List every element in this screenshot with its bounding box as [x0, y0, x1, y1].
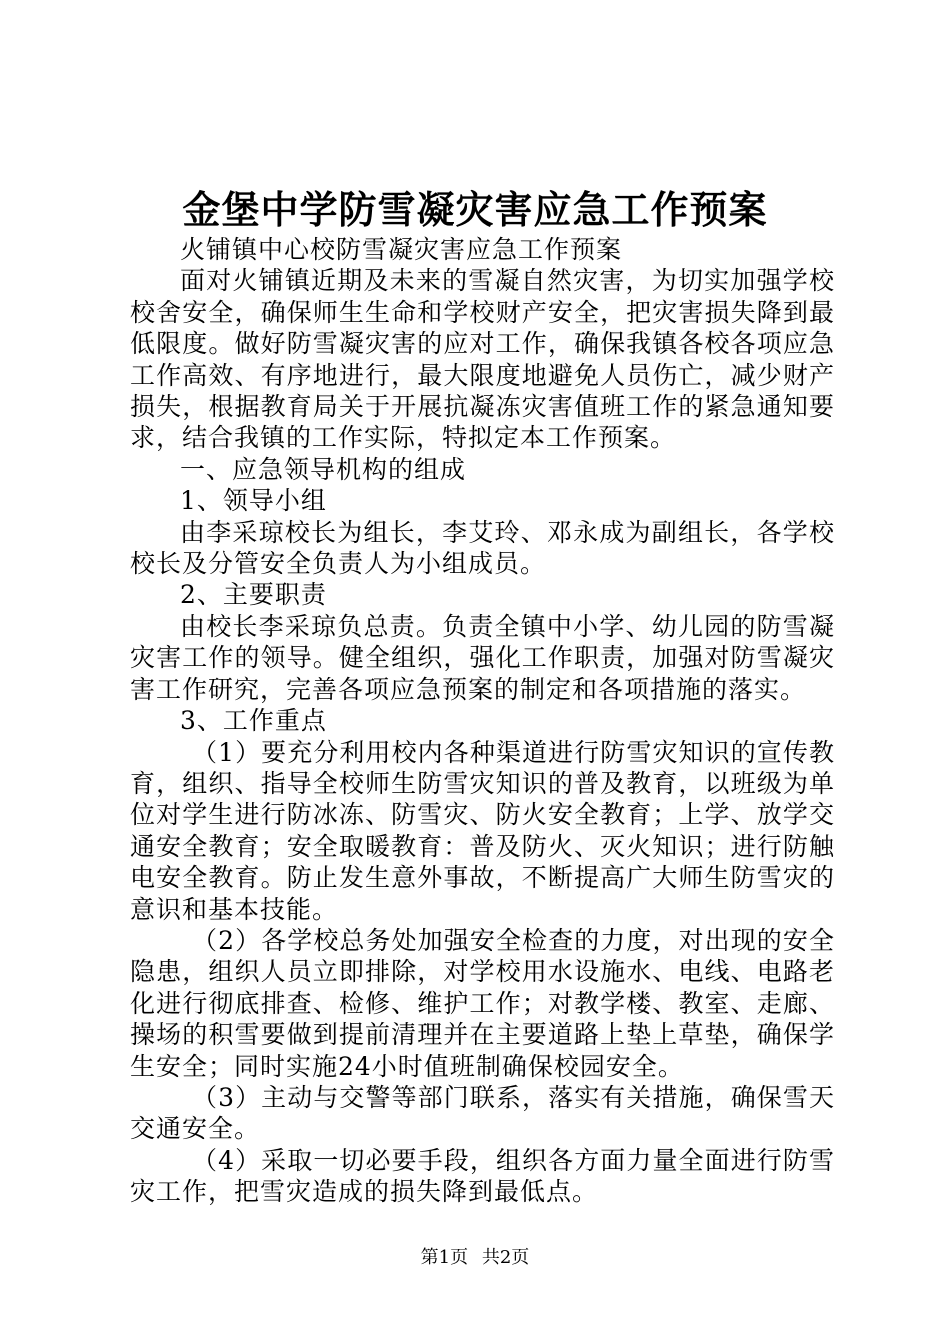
subtitle-paragraph: 火铺镇中心校防雪凝灾害应急工作预案	[180, 235, 623, 264]
document-title: 金堡中学防雪凝灾害应急工作预案	[182, 187, 768, 232]
document-body	[130, 234, 835, 1208]
leadership-paragraph: 由李采琼校长为组长，李艾玲、邓永成为副组长，各学校校长及分管安全负责人为小组成员。	[130, 517, 835, 579]
intro-paragraph: 面对火铺镇近期及未来的雪凝自然灾害，为切实加强学校校舍安全，确保师生生命和学校财产安全，把灾害损失降到最低限度。做好防雪凝灾害的应对工作，确保我镇各校各项应急工作高效、有序地进行，最大限度地避免人员伤亡，减少财产损失，根据教育局关于开展抗凝冻灾害值班工作的紧急通知要求，结合我镇的工作实际，特拟定本工作预案。	[130, 266, 835, 453]
focus-item-4: （4）采取一切必要手段，组织各方面力量全面进行防雪灾工作，把雪灾造成的损失降到最低点。	[130, 1145, 835, 1207]
page-footer	[0, 1246, 950, 1270]
section-heading-1: 一、应急领导机构的组成	[180, 454, 467, 484]
subsection-heading-1: 1、领导小组	[180, 486, 327, 516]
subsection-heading-3: 3、工作重点	[180, 706, 327, 736]
subsection-heading-2: 2、主要职责	[180, 580, 327, 610]
duties-paragraph: 由校长李采琼负总责。负责全镇中小学、幼儿园的防雪凝灾害工作的领导。健全组织，强化工作职责，加强对防雪凝灾害工作研究，完善各项应急预案的制定和各项措施的落实。	[130, 611, 835, 704]
page-number: 第1页	[420, 1247, 469, 1268]
focus-item-3: （3）主动与交警等部门联系，落实有关措施，确保雪天交通安全。	[130, 1082, 835, 1144]
focus-item-1: （1）要充分利用校内各种渠道进行防雪灾知识的宣传教育，组织、指导全校师生防雪灾知识的普及教育，以班级为单位对学生进行防冰冻、防雪灾、防火安全教育；上学、放学交通安全教育；安全取暖教育：普及防火、灭火知识；进行防触电安全教育。防止发生意外事故，不断提高广大师生防雪灾的意识和基本技能。	[130, 737, 835, 924]
focus-item-2: （2）各学校总务处加强安全检查的力度，对出现的安全隐患，组织人员立即排除，对学校用水设施水、电线、电路老化进行彻底排查、检修、维护工作；对教学楼、教室、走廊、操场的积雪要做到提前清理并在主要道路上垫上草垫，确保学生安全；同时实施24小时值班制确保校园安全。	[130, 925, 835, 1081]
page-total: 共2页	[481, 1247, 530, 1268]
